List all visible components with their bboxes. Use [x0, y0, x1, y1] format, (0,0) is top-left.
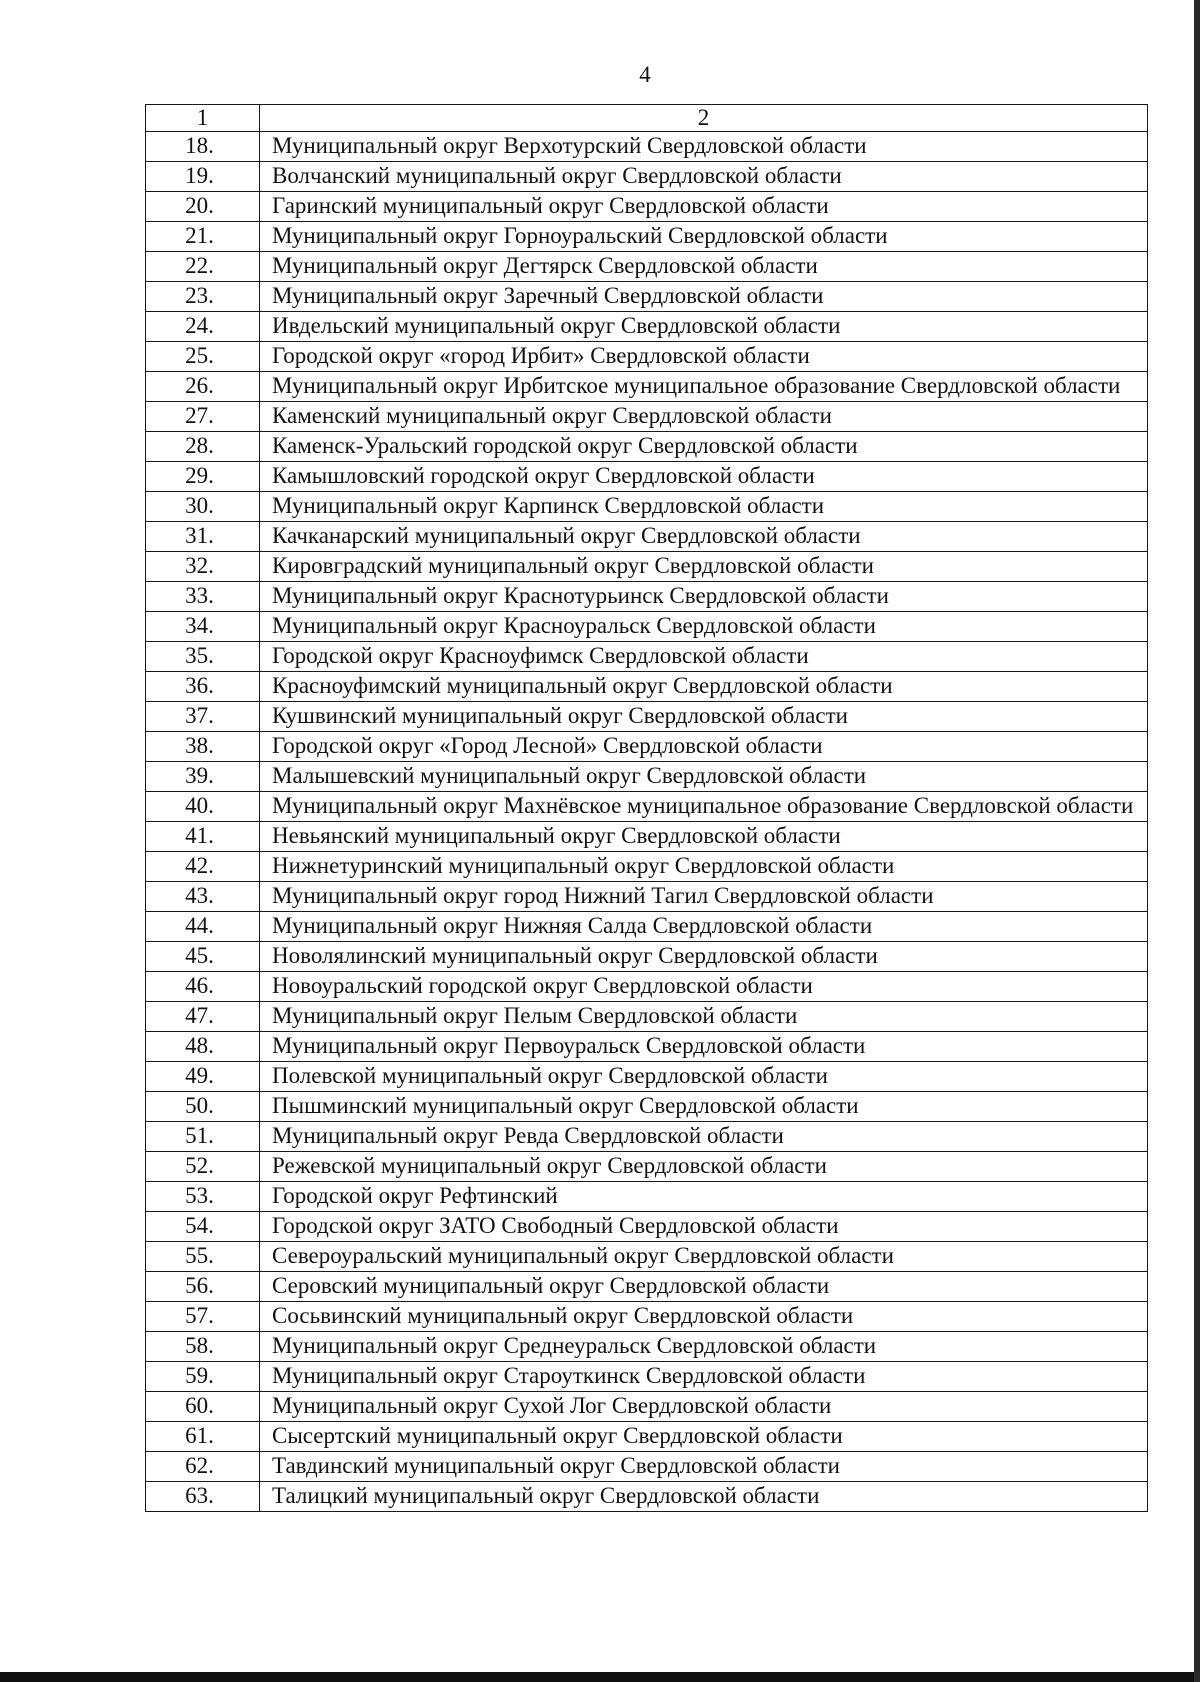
municipality-name: Нижнетуринский муниципальный округ Свердловской области	[260, 852, 1148, 882]
municipality-name: Тавдинский муниципальный округ Свердловской области	[260, 1452, 1148, 1482]
municipality-name: Полевской муниципальный округ Свердловской области	[260, 1062, 1148, 1092]
municipality-name: Невьянский муниципальный округ Свердловской области	[260, 822, 1148, 852]
table-row	[146, 1032, 1148, 1062]
municipality-name: Кушвинский муниципальный округ Свердловской области	[260, 702, 1148, 732]
row-number: 44.	[146, 912, 260, 942]
row-number: 45.	[146, 942, 260, 972]
table-row	[146, 1452, 1148, 1482]
row-number: 36.	[146, 672, 260, 702]
municipality-name: Серовский муниципальный округ Свердловской области	[260, 1272, 1148, 1302]
table-row	[146, 642, 1148, 672]
table-row	[146, 1182, 1148, 1212]
row-number: 26.	[146, 372, 260, 402]
table-row	[146, 1152, 1148, 1182]
table-row	[146, 822, 1148, 852]
row-number: 50.	[146, 1092, 260, 1122]
table-row	[146, 612, 1148, 642]
table-row	[146, 1332, 1148, 1362]
table-row	[146, 402, 1148, 432]
municipality-name: Муниципальный округ Верхотурский Свердловской области	[260, 132, 1148, 162]
municipality-name: Каменский муниципальный округ Свердловской области	[260, 402, 1148, 432]
municipality-name: Волчанский муниципальный округ Свердловской области	[260, 162, 1148, 192]
row-number: 54.	[146, 1212, 260, 1242]
table-row	[146, 1242, 1148, 1272]
municipalities-table-container	[145, 104, 1147, 1512]
row-number: 58.	[146, 1332, 260, 1362]
table-row	[146, 1482, 1148, 1512]
column-header-number: 1	[146, 105, 260, 132]
row-number: 31.	[146, 522, 260, 552]
row-number: 39.	[146, 762, 260, 792]
row-number: 27.	[146, 402, 260, 432]
row-number: 49.	[146, 1062, 260, 1092]
table-row	[146, 912, 1148, 942]
table-row	[146, 372, 1148, 402]
municipality-name: Городской округ «город Ирбит» Свердловской области	[260, 342, 1148, 372]
municipality-name: Муниципальный округ город Нижний Тагил Свердловской области	[260, 882, 1148, 912]
table-row	[146, 972, 1148, 1002]
row-number: 63.	[146, 1482, 260, 1512]
table-row	[146, 192, 1148, 222]
municipality-name: Талицкий муниципальный округ Свердловской области	[260, 1482, 1148, 1512]
municipality-name: Красноуфимский муниципальный округ Свердловской области	[260, 672, 1148, 702]
row-number: 30.	[146, 492, 260, 522]
municipality-name: Муниципальный округ Краснотурьинск Свердловской области	[260, 582, 1148, 612]
row-number: 23.	[146, 282, 260, 312]
table-row	[146, 852, 1148, 882]
table-row	[146, 1392, 1148, 1422]
municipality-name: Новоуральский городской округ Свердловской области	[260, 972, 1148, 1002]
table-row	[146, 732, 1148, 762]
table-row	[146, 462, 1148, 492]
row-number: 28.	[146, 432, 260, 462]
table-row	[146, 222, 1148, 252]
table-row	[146, 1212, 1148, 1242]
row-number: 20.	[146, 192, 260, 222]
table-body	[146, 105, 1148, 1512]
municipality-name: Городской округ ЗАТО Свободный Свердловской области	[260, 1212, 1148, 1242]
municipality-name: Североуральский муниципальный округ Свердловской области	[260, 1242, 1148, 1272]
table-row	[146, 1092, 1148, 1122]
municipality-name: Качканарский муниципальный округ Свердловской области	[260, 522, 1148, 552]
municipality-name: Пышминский муниципальный округ Свердловской области	[260, 1092, 1148, 1122]
row-number: 48.	[146, 1032, 260, 1062]
table-row	[146, 672, 1148, 702]
municipality-name: Кировградский муниципальный округ Свердловской области	[260, 552, 1148, 582]
municipality-name: Муниципальный округ Красноуральск Свердловской области	[260, 612, 1148, 642]
municipality-name: Городской округ «Город Лесной» Свердловской области	[260, 732, 1148, 762]
column-header-name: 2	[260, 105, 1148, 132]
municipality-name: Муниципальный округ Горноуральский Свердловской области	[260, 222, 1148, 252]
municipality-name: Гаринский муниципальный округ Свердловской области	[260, 192, 1148, 222]
row-number: 25.	[146, 342, 260, 372]
table-row	[146, 1002, 1148, 1032]
municipalities-table	[145, 104, 1148, 1512]
table-row	[146, 1272, 1148, 1302]
row-number: 37.	[146, 702, 260, 732]
row-number: 19.	[146, 162, 260, 192]
municipality-name: Сосьвинский муниципальный округ Свердловской области	[260, 1302, 1148, 1332]
row-number: 18.	[146, 132, 260, 162]
table-row	[146, 312, 1148, 342]
row-number: 43.	[146, 882, 260, 912]
municipality-name: Режевской муниципальный округ Свердловской области	[260, 1152, 1148, 1182]
municipality-name: Камышловский городской округ Свердловской области	[260, 462, 1148, 492]
table-row	[146, 762, 1148, 792]
municipality-name: Муниципальный округ Староуткинск Свердловской области	[260, 1362, 1148, 1392]
municipality-name: Новолялинский муниципальный округ Свердловской области	[260, 942, 1148, 972]
table-row	[146, 282, 1148, 312]
row-number: 46.	[146, 972, 260, 1002]
municipality-name: Каменск-Уральский городской округ Свердловской области	[260, 432, 1148, 462]
scan-right-edge	[1194, 0, 1200, 1682]
municipality-name: Муниципальный округ Ирбитское муниципальное образование Свердловской области	[260, 372, 1148, 402]
municipality-name: Муниципальный округ Дегтярск Свердловской области	[260, 252, 1148, 282]
table-row	[146, 522, 1148, 552]
row-number: 35.	[146, 642, 260, 672]
municipality-name: Муниципальный округ Среднеуральск Свердловской области	[260, 1332, 1148, 1362]
municipality-name: Малышевский муниципальный округ Свердловской области	[260, 762, 1148, 792]
row-number: 29.	[146, 462, 260, 492]
table-row	[146, 792, 1148, 822]
table-row	[146, 252, 1148, 282]
municipality-name: Муниципальный округ Пелым Свердловской области	[260, 1002, 1148, 1032]
municipality-name: Муниципальный округ Сухой Лог Свердловской области	[260, 1392, 1148, 1422]
table-header-row	[146, 105, 1148, 132]
municipality-name: Городской округ Рефтинский	[260, 1182, 1148, 1212]
row-number: 42.	[146, 852, 260, 882]
row-number: 21.	[146, 222, 260, 252]
municipality-name: Ивдельский муниципальный округ Свердловской области	[260, 312, 1148, 342]
scan-bottom-edge	[0, 1672, 1200, 1682]
table-row	[146, 492, 1148, 522]
municipality-name: Муниципальный округ Нижняя Салда Свердловской области	[260, 912, 1148, 942]
municipality-name: Муниципальный округ Заречный Свердловской области	[260, 282, 1148, 312]
municipality-name: Муниципальный округ Первоуральск Свердловской области	[260, 1032, 1148, 1062]
table-row	[146, 552, 1148, 582]
table-row	[146, 702, 1148, 732]
page-number: 4	[639, 62, 651, 87]
row-number: 22.	[146, 252, 260, 282]
table-row	[146, 1062, 1148, 1092]
table-row	[146, 582, 1148, 612]
municipality-name: Муниципальный округ Карпинск Свердловской области	[260, 492, 1148, 522]
table-row	[146, 1302, 1148, 1332]
table-row	[146, 432, 1148, 462]
row-number: 55.	[146, 1242, 260, 1272]
row-number: 52.	[146, 1152, 260, 1182]
row-number: 24.	[146, 312, 260, 342]
table-row	[146, 1122, 1148, 1152]
municipality-name: Городской округ Красноуфимск Свердловской области	[260, 642, 1148, 672]
row-number: 41.	[146, 822, 260, 852]
municipality-name: Муниципальный округ Ревда Свердловской области	[260, 1122, 1148, 1152]
row-number: 34.	[146, 612, 260, 642]
row-number: 59.	[146, 1362, 260, 1392]
municipality-name: Муниципальный округ Махнёвское муниципальное образование Свердловской области	[260, 792, 1148, 822]
row-number: 40.	[146, 792, 260, 822]
row-number: 33.	[146, 582, 260, 612]
row-number: 47.	[146, 1002, 260, 1032]
row-number: 38.	[146, 732, 260, 762]
row-number: 60.	[146, 1392, 260, 1422]
row-number: 32.	[146, 552, 260, 582]
row-number: 53.	[146, 1182, 260, 1212]
municipality-name: Сысертский муниципальный округ Свердловской области	[260, 1422, 1148, 1452]
row-number: 51.	[146, 1122, 260, 1152]
table-row	[146, 162, 1148, 192]
table-row	[146, 1362, 1148, 1392]
table-row	[146, 1422, 1148, 1452]
row-number: 56.	[146, 1272, 260, 1302]
row-number: 61.	[146, 1422, 260, 1452]
table-row	[146, 882, 1148, 912]
row-number: 62.	[146, 1452, 260, 1482]
row-number: 57.	[146, 1302, 260, 1332]
table-row	[146, 342, 1148, 372]
table-row	[146, 942, 1148, 972]
table-row	[146, 132, 1148, 162]
